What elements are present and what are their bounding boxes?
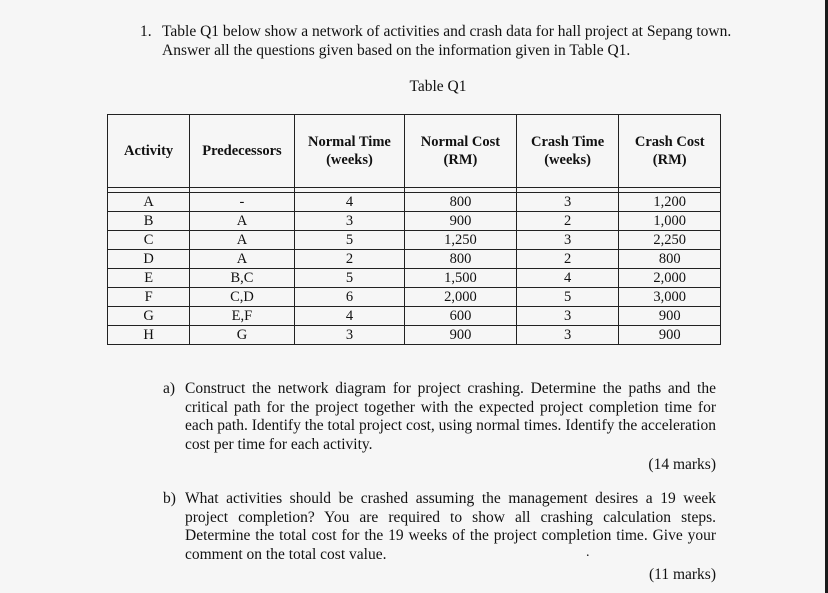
- cell-crash-cost: 3,000: [619, 288, 721, 307]
- cell-crash-time: 3: [516, 326, 619, 345]
- cell-activity: D: [108, 250, 190, 269]
- cell-normal-time: 3: [294, 326, 405, 345]
- cell-normal-cost: 2,000: [405, 288, 517, 307]
- cell-predecessors: A: [190, 231, 294, 250]
- table-row: [108, 326, 721, 345]
- header-normal-time: Normal Time (weeks): [294, 115, 405, 188]
- cell-normal-cost: 900: [405, 212, 517, 231]
- table-caption: Table Q1: [409, 78, 467, 95]
- cell-activity: E: [108, 269, 190, 288]
- part-a-label: a): [163, 380, 176, 397]
- header-normal-cost: Normal Cost (RM): [405, 115, 517, 188]
- cell-normal-time: 5: [294, 269, 405, 288]
- cell-crash-time: 2: [516, 212, 619, 231]
- table-row: [108, 231, 721, 250]
- cell-activity: H: [108, 326, 190, 345]
- table-row: [108, 250, 721, 269]
- cell-activity: C: [108, 231, 190, 250]
- cell-predecessors: B,C: [190, 269, 294, 288]
- cell-crash-time: 3: [516, 231, 619, 250]
- cell-normal-time: 2: [294, 250, 405, 269]
- cell-normal-cost: 1,500: [405, 269, 517, 288]
- part-b-label: b): [163, 490, 176, 507]
- header-activity: Activity: [108, 115, 190, 188]
- question-number: 1.: [140, 23, 152, 40]
- stray-mark: .: [586, 545, 590, 560]
- cell-crash-cost: 1,000: [619, 212, 721, 231]
- cell-crash-cost: 900: [619, 307, 721, 326]
- cell-normal-time: 3: [294, 212, 405, 231]
- cell-crash-cost: 2,250: [619, 231, 721, 250]
- cell-crash-cost: 800: [619, 250, 721, 269]
- part-a-marks: (14 marks): [648, 456, 716, 473]
- cell-normal-cost: 800: [405, 193, 517, 212]
- header-crash-cost: Crash Cost (RM): [619, 115, 721, 188]
- table-row: [108, 307, 721, 326]
- cell-crash-time: 3: [516, 307, 619, 326]
- cell-predecessors: G: [190, 326, 294, 345]
- table-row: [108, 269, 721, 288]
- cell-crash-time: 4: [516, 269, 619, 288]
- cell-crash-cost: 2,000: [619, 269, 721, 288]
- cell-activity: A: [108, 193, 190, 212]
- cell-normal-time: 4: [294, 307, 405, 326]
- cell-normal-cost: 900: [405, 326, 517, 345]
- question-header: [140, 22, 740, 60]
- cell-predecessors: A: [190, 250, 294, 269]
- header-predecessors: Predecessors: [190, 115, 294, 188]
- part-b-text: What activities should be crashed assuming the management desires a 19 week project completion? You are required to show all crashing calculation steps. Determine the total cost for the 19 weeks of the project completion time. Give your comment on the total cost value.: [185, 490, 716, 563]
- cell-activity: G: [108, 307, 190, 326]
- crash-data-table: [107, 114, 721, 345]
- cell-normal-time: 5: [294, 231, 405, 250]
- cell-crash-cost: 1,200: [619, 193, 721, 212]
- table-header-row: [108, 115, 721, 188]
- cell-predecessors: C,D: [190, 288, 294, 307]
- cell-predecessors: -: [190, 193, 294, 212]
- part-b: [163, 490, 716, 585]
- cell-normal-time: 4: [294, 193, 405, 212]
- cell-normal-time: 6: [294, 288, 405, 307]
- cell-crash-cost: 900: [619, 326, 721, 345]
- header-crash-time: Crash Time (weeks): [516, 115, 619, 188]
- question-text: Table Q1 below show a network of activities and crash data for hall project at Sepang town. Answer all the questions given based on the information given in Table Q1.: [162, 23, 732, 59]
- cell-crash-time: 3: [516, 193, 619, 212]
- cell-activity: B: [108, 212, 190, 231]
- cell-predecessors: A: [190, 212, 294, 231]
- cell-crash-time: 2: [516, 250, 619, 269]
- cell-predecessors: E,F: [190, 307, 294, 326]
- cell-normal-cost: 1,250: [405, 231, 517, 250]
- cell-crash-time: 5: [516, 288, 619, 307]
- table-row: [108, 212, 721, 231]
- part-a-text: Construct the network diagram for project crashing. Determine the paths and the critical path for the project together with the expected project completion time for each path. Identify the total project cost, using normal times. Identify the acceleration cost per time for each activity.: [185, 380, 716, 453]
- table-row: [108, 193, 721, 212]
- table-row: [108, 288, 721, 307]
- cell-normal-cost: 600: [405, 307, 517, 326]
- cell-normal-cost: 800: [405, 250, 517, 269]
- part-a: [163, 380, 716, 475]
- cell-activity: F: [108, 288, 190, 307]
- part-b-marks: (11 marks): [648, 566, 716, 583]
